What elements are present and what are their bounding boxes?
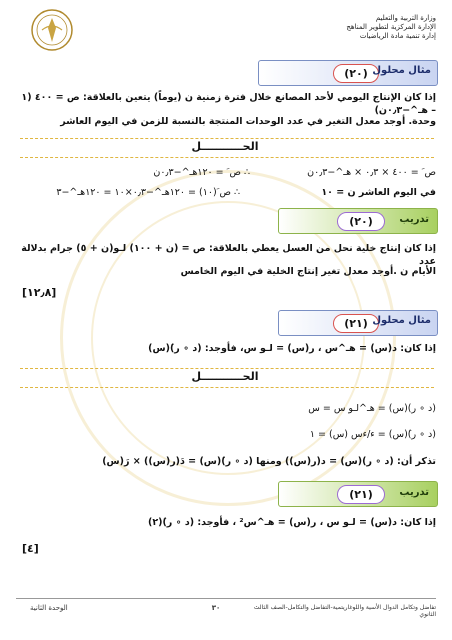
header-department: الإدارة المركزية لتطوير المناهج [346, 23, 436, 31]
example-21-label: مثال محلول [372, 315, 431, 326]
example-21-question: إذا كان: د(س) = هـ^س ، ر(س) = لـو س، فأوجد: (د ∘ ر)َ(س) [148, 343, 436, 354]
exercise-21-question: إذا كان: د(س) = لـو س ، ر(س) = هـ^س² ، فأوجد: (د ∘ ر)َ(٢) [147, 517, 436, 528]
ministry-logo [30, 8, 74, 52]
dotted-divider [20, 157, 434, 158]
example-21-step2: (د ∘ ر)َ(س) = ء/ءس (س) = ١ [309, 429, 436, 440]
exercise-21-answer: [٤] [22, 542, 39, 555]
example-20-step2-left: ∴ ص َ(١٠) = ١٢٠هـ^−٠٫٣×١٠ = ١٢٠هـ^−٣ [56, 187, 240, 198]
exercise-20-banner [278, 208, 438, 234]
exercise-20-answer: [١٢٫٨] [22, 286, 57, 299]
example-20-step1-right: ص َ = ٤٠٠ × ٠٫٣ × هـ^−٠٫٣ن [307, 167, 436, 178]
example-21-step1: (د ∘ ر)(س) = هـ^لـو س = س [308, 403, 436, 414]
exercise-20-line1: إذا كان إنتاج خلية نحل من العسل يعطي بالعلاقة: ص = (ن + ١٠٠) لـو(ن + ٥) جرام بدلالة عدد [21, 243, 436, 267]
exercise-20-number: (٢٠) [337, 212, 385, 231]
example-20-step1-left: ∴ ص َ = ١٢٠هـ^−٠٫٣ن [153, 167, 250, 178]
exercise-20-label: تدريب [399, 214, 429, 225]
example-20-banner [258, 60, 438, 86]
exercise-20-line2: الأيام ن .أوجد معدل تغير إنتاج الخلية في اليوم الخامس [180, 266, 436, 277]
example-21-banner [278, 310, 438, 336]
example-20-number: (٢٠) [333, 64, 379, 83]
footer-unit: الوحدة الثانية [30, 604, 68, 612]
header-unit: إدارة تنمية مادة الرياضيات [359, 32, 436, 40]
exercise-21-banner [278, 481, 438, 507]
example-21-reminder: تذكر أن: (د ∘ ر)(س) = د(ر(س)) ومنها (د ∘ ر)َ(س) = دَ(ر(س)) × رَ(س) [102, 456, 436, 467]
footer-course-title: تفاضل وتكامل الدوال الأسية واللوغاريتمية-التفاضل والتكامل-الصف الثالث الثانوي [253, 604, 436, 618]
example-20-solution-title: الحـــــــــــل [191, 140, 259, 153]
example-20-question-line2: وحدة. أوجد معدل التغير في عدد الوحدات المنتجة بالنسبة للزمن في اليوم العاشر [60, 116, 436, 127]
example-20-label: مثال محلول [372, 65, 431, 76]
dotted-divider [20, 387, 434, 388]
example-21-solution-title: الحـــــــــــل [191, 370, 259, 383]
footer-page-number: ٣٠ [211, 604, 221, 612]
dotted-divider [20, 368, 434, 369]
example-21-number: (٢١) [333, 314, 379, 333]
dotted-divider [20, 138, 434, 139]
exercise-21-number: (٢١) [337, 485, 385, 504]
header-ministry: وزارة التربية والتعليم [375, 14, 436, 22]
exercise-21-label: تدريب [399, 487, 429, 498]
example-20-step2-right: في اليوم العاشر ن = ١٠ [321, 187, 436, 198]
example-20-question-line1: إذا كان الإنتاج اليومي لأحد المصانع خلال فترة زمنية ن (يوماً) يتعين بالعلاقة: ص = ٤٠٠ (١ – هـ^−٠٫٣ن) [21, 92, 436, 116]
footer-rule [16, 598, 436, 599]
